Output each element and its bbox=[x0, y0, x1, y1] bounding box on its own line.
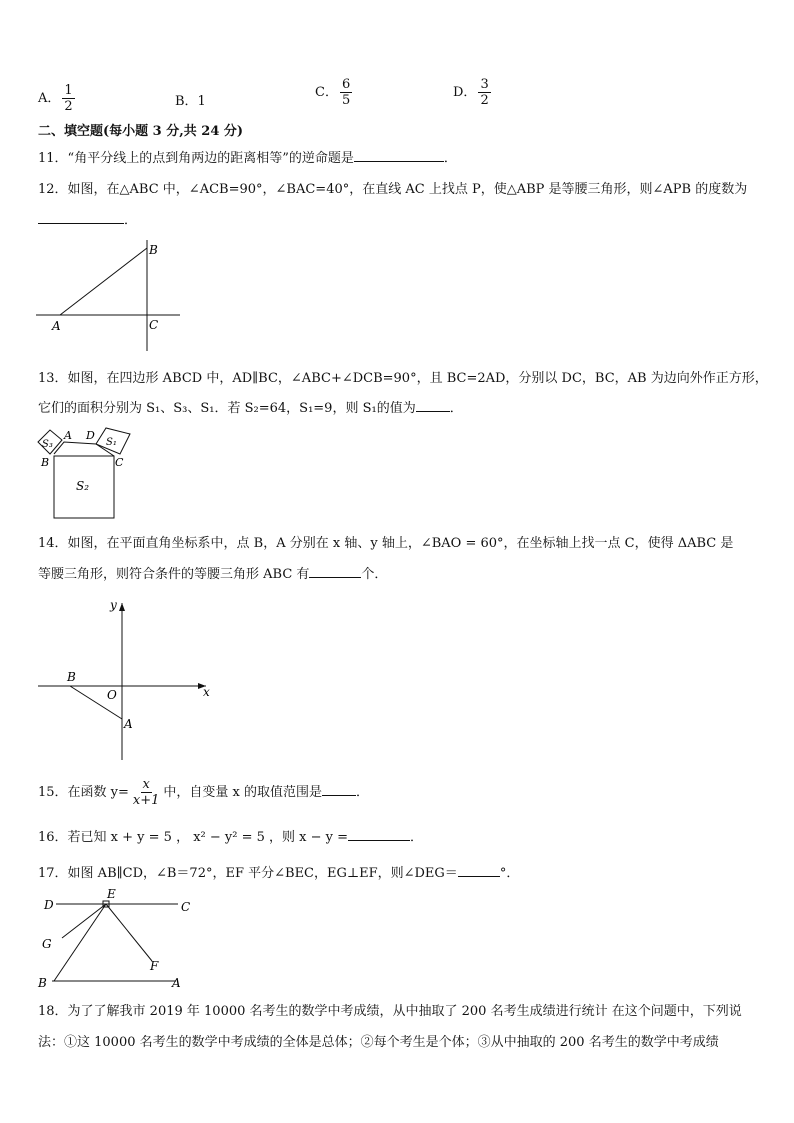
figure-q17 bbox=[36, 886, 196, 990]
fig13-label-d: D bbox=[86, 429, 95, 442]
question-14-line1: 14．如图，在平面直角坐标系中，点 B，A 分别在 x 轴、y 轴上，∠BAO = 60°，在坐标轴上找一点 C，使得 ΔABC 是 bbox=[38, 536, 734, 551]
fig14-label-a: A bbox=[124, 717, 133, 731]
fig17-label-a: A bbox=[172, 976, 181, 990]
fig13-label-s1: S₁ bbox=[106, 437, 117, 448]
option-b: B．1 bbox=[175, 94, 206, 109]
question-13-line1: 13．如图，在四边形 ABCD 中，AD∥BC，∠ABC+∠DCB=90°，且 BC=2AD，分别以 DC，BC，AB 为边向外作正方形， bbox=[38, 371, 768, 386]
option-d: D． $\frac{3}{2}$ bbox=[453, 77, 489, 108]
fig13-label-a: A bbox=[64, 429, 72, 442]
fig17-label-f: F bbox=[150, 959, 159, 973]
question-18-line2: 法：①这 10000 名考生的数学中考成绩的全体是总体；②每个考生是个体；③从中抽取的 200 名考生的数学中考成绩 bbox=[38, 1035, 719, 1050]
question-15: 15．在函数 y= $\frac{x}{x+1}$ 中，自变量 x 的取值范围是 ． bbox=[38, 777, 370, 808]
fig17-label-c: C bbox=[181, 900, 191, 914]
fig13-label-c: C bbox=[115, 456, 124, 469]
fig13-label-s2: S₂ bbox=[76, 479, 90, 493]
question-14-line2: 等腰三角形，则符合条件的等腰三角形 ABC 有 个． bbox=[38, 567, 388, 582]
question-17: 17．如图 AB∥CD，∠B＝72°，EF 平分∠BEC，EG⊥EF，则∠DEG＝ °． bbox=[38, 866, 520, 881]
figure-q14 bbox=[34, 595, 224, 765]
fig17-label-b: B bbox=[38, 976, 47, 990]
question-11: 11．“角平分线上的点到角两边的距离相等”的逆命题是 ． bbox=[38, 151, 457, 166]
fig12-label-b: B bbox=[149, 243, 158, 257]
fig12-label-c: C bbox=[149, 318, 159, 332]
fig17-label-d: D bbox=[44, 898, 54, 912]
fig12-label-a: A bbox=[52, 319, 61, 333]
fig17-label-g: G bbox=[42, 937, 52, 951]
option-a: A． $\frac{1}{2}$ bbox=[38, 83, 73, 114]
figure-q12 bbox=[30, 238, 190, 353]
fig14-label-y: y bbox=[110, 598, 117, 612]
fig14-label-b: B bbox=[67, 670, 76, 684]
question-18-line1: 18．为了了解我市 2019 年 10000 名考生的数学中考成绩，从中抽取了 200 名考生成绩进行统计 在这个问题中，下列说 bbox=[38, 1004, 742, 1019]
option-c: C． $\frac{6}{5}$ bbox=[315, 77, 351, 108]
question-13-line2: 它们的面积分别为 S₁、S₃、S₁．若 S₂=64，S₁=9，则 S₁的值为 ． bbox=[38, 401, 463, 416]
figure-q13 bbox=[34, 424, 134, 522]
section-title: 二、填空题(每小题 3 分,共 24 分) bbox=[38, 124, 244, 139]
fig13-label-b: B bbox=[41, 456, 50, 469]
fig13-label-s3: S₃ bbox=[42, 439, 53, 450]
fig14-label-x: x bbox=[203, 685, 210, 699]
fig14-label-o: O bbox=[107, 688, 117, 702]
question-12-line2: ． bbox=[38, 209, 137, 228]
question-12-line1: 12．如图，在△ABC 中，∠ACB=90°，∠BAC=40°，在直线 AC 上找点 P，使△ABP 是等腰三角形，则∠APB 的度数为 bbox=[38, 182, 748, 197]
fig17-label-e: E bbox=[107, 887, 116, 901]
question-16: 16．若已知 x + y = 5 ， x² − y² = 5 ，则 x − y = ． bbox=[38, 830, 424, 845]
